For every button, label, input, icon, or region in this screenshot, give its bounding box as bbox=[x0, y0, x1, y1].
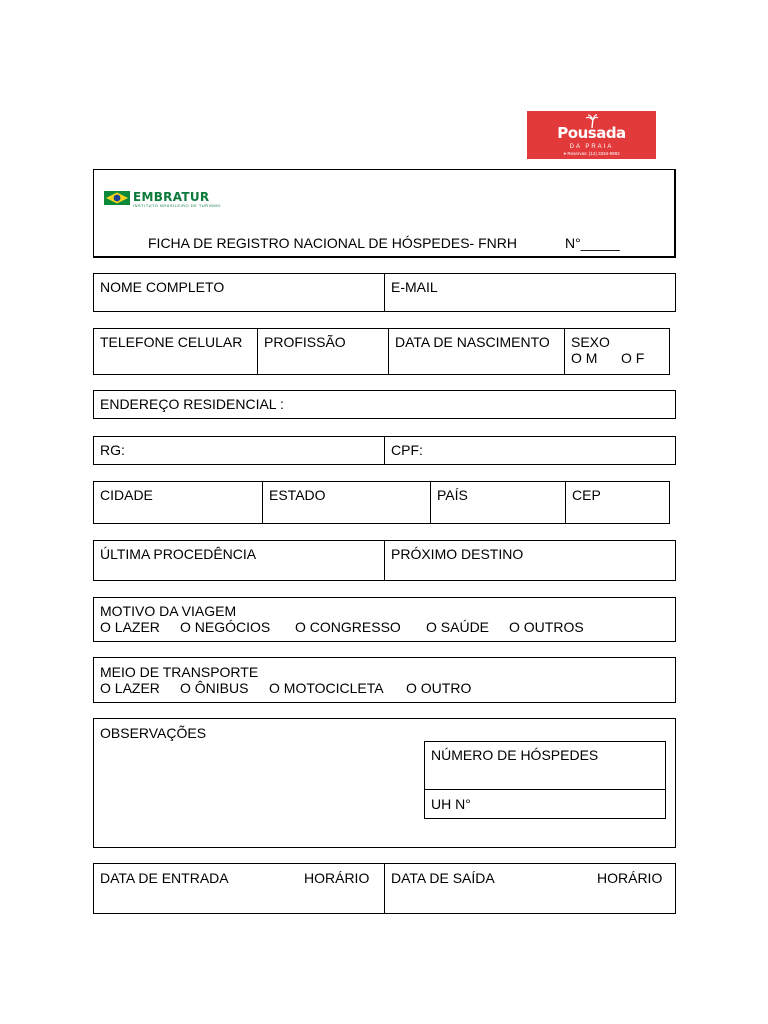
pousada-logo-contact: ● Reservas: (12) 3334-9892 bbox=[563, 151, 620, 156]
cpf-label[interactable]: CPF: bbox=[391, 442, 423, 458]
check-out-date-label[interactable]: DATA DE SAÍDA bbox=[391, 870, 495, 886]
transport-option-leisure[interactable]: O LAZER bbox=[100, 680, 160, 696]
full-name-label[interactable]: NOME COMPLETO bbox=[100, 279, 225, 295]
embratur-logo-subtitle: INSTITUTO BRASILEIRO DE TURISMO bbox=[133, 203, 221, 208]
trip-reason-option-leisure[interactable]: O LAZER bbox=[100, 619, 160, 635]
guest-count-label[interactable]: NÚMERO DE HÓSPEDES bbox=[431, 747, 599, 763]
trip-reason-option-congress[interactable]: O CONGRESSO bbox=[295, 619, 401, 635]
city-label[interactable]: CIDADE bbox=[100, 487, 153, 503]
observations-label[interactable]: OBSERVAÇÕES bbox=[100, 725, 207, 741]
check-in-time-label[interactable]: HORÁRIO bbox=[304, 870, 370, 886]
transport-option-bus[interactable]: O ÔNIBUS bbox=[180, 680, 249, 696]
trip-reason-option-health[interactable]: O SAÚDE bbox=[426, 619, 490, 635]
check-out-time-label[interactable]: HORÁRIO bbox=[597, 870, 663, 886]
uh-number-label[interactable]: UH N° bbox=[431, 796, 471, 812]
sex-option-f[interactable]: O F bbox=[621, 350, 645, 366]
next-destination-label[interactable]: PRÓXIMO DESTINO bbox=[391, 546, 524, 562]
pousada-logo bbox=[527, 111, 656, 159]
email-label[interactable]: E-MAIL bbox=[391, 279, 438, 295]
brazil-flag-icon bbox=[104, 191, 130, 205]
sex-label: SEXO bbox=[571, 334, 610, 350]
cep-label[interactable]: CEP bbox=[572, 487, 601, 503]
transport-label: MEIO DE TRANSPORTE bbox=[100, 664, 259, 680]
address-label[interactable]: ENDEREÇO RESIDENCIAL : bbox=[100, 396, 284, 412]
trip-reason-option-others[interactable]: O OUTROS bbox=[509, 619, 584, 635]
trip-reason-label: MOTIVO DA VIAGEM bbox=[100, 603, 237, 619]
last-origin-label[interactable]: ÚLTIMA PROCEDÊNCIA bbox=[100, 546, 257, 562]
sex-option-m[interactable]: O M bbox=[571, 350, 598, 366]
pousada-logo-subtitle: DA PRAIA bbox=[569, 144, 614, 150]
state-label[interactable]: ESTADO bbox=[269, 487, 326, 503]
trip-reason-option-business[interactable]: O NEGÓCIOS bbox=[180, 619, 271, 635]
rg-label[interactable]: RG: bbox=[100, 442, 125, 458]
form-title: FICHA DE REGISTRO NACIONAL DE HÓSPEDES- FNRH bbox=[148, 235, 517, 251]
cell-phone-label[interactable]: TELEFONE CELULAR bbox=[100, 334, 243, 350]
check-in-date-label[interactable]: DATA DE ENTRADA bbox=[100, 870, 229, 886]
transport-option-motorcycle[interactable]: O MOTOCICLETA bbox=[269, 680, 384, 696]
transport-option-other[interactable]: O OUTRO bbox=[406, 680, 472, 696]
country-label[interactable]: PAÍS bbox=[437, 487, 468, 503]
form-number[interactable]: N°_____ bbox=[565, 235, 620, 251]
embratur-logo-name: EMBRATUR bbox=[133, 190, 210, 204]
profession-label[interactable]: PROFISSÃO bbox=[264, 334, 346, 350]
pousada-logo-name: Pousada bbox=[557, 124, 626, 142]
birth-date-label[interactable]: DATA DE NASCIMENTO bbox=[395, 334, 550, 350]
